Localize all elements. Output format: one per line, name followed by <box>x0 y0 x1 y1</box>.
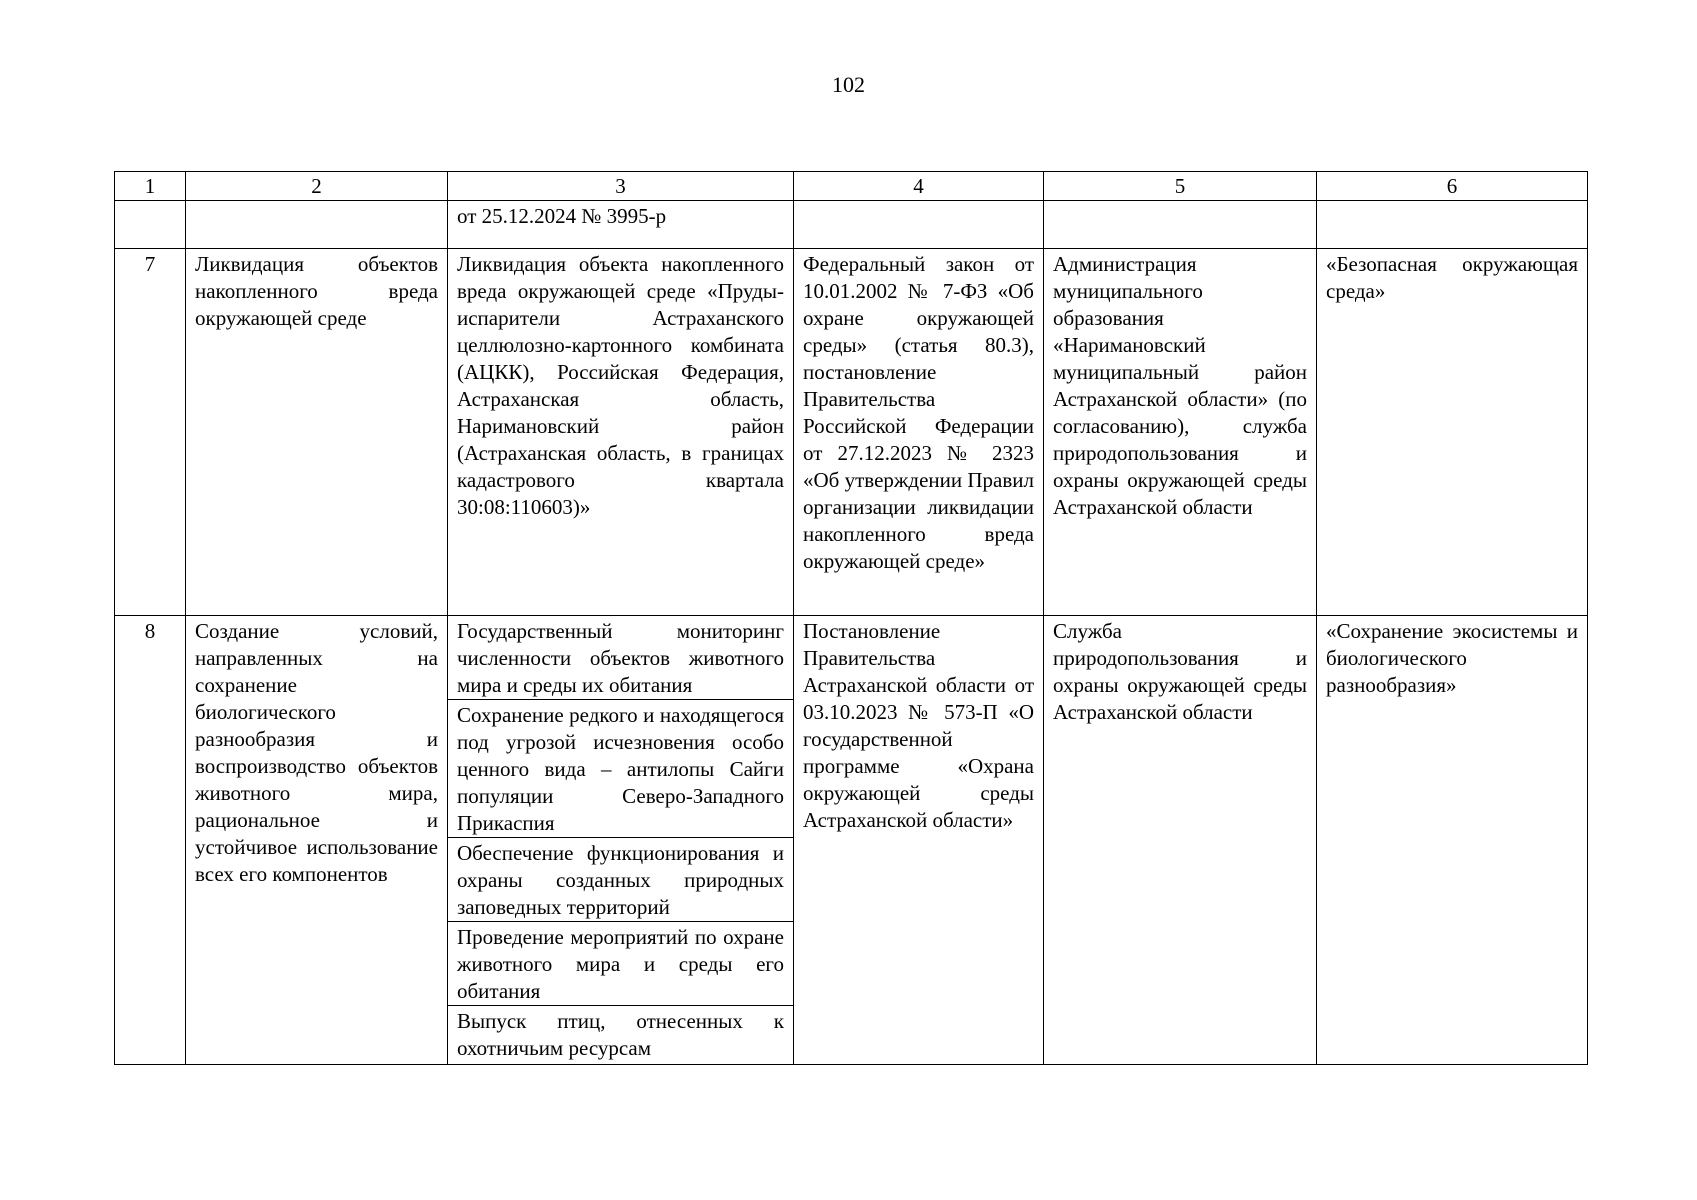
activity-item: Государственный мониторинг численности объектов животного мира и среды их обитания <box>457 619 784 697</box>
activity-cell: от 25.12.2024 № 3995-р <box>448 201 794 249</box>
header-cell: 1 <box>115 172 186 201</box>
responsible: Служба природопользования и охраны окружающей среды Астраханской области <box>1044 616 1317 1065</box>
activity-item: Обеспечение функционирования и охраны созданных природных заповедных территорий <box>448 837 793 921</box>
responsible: Администрация муниципального образования «Наримановский муниципальный район Астраханской области» (по согласованию), служба природопользования и охраны окружающей среды Астраханской области <box>1044 249 1317 616</box>
activity-item: Проведение мероприятий по охране животного мира и среды его обитания <box>448 921 793 1005</box>
header-cell: 6 <box>1317 172 1588 201</box>
table-row <box>115 249 1588 616</box>
measure-name: Создание условий, направленных на сохранение биологического разнообразия и воспроизводство объектов животного мира, рациональное и устойчивое использование всех его компонентов <box>186 616 448 1065</box>
activity-cell <box>448 616 794 1065</box>
measure-name <box>186 201 448 249</box>
responsible <box>1044 201 1317 249</box>
activity-cell: Ликвидация объекта накопленного вреда окружающей среде «Пруды-испарители Астраханского целлюлозно-картонного комбината (АЦКК), Российская Федерация, Астраханская область, Наримановский район (Астраханская область, в границах кадастрового квартала 30:08:110603)» <box>448 249 794 616</box>
row-number: 8 <box>115 616 186 1065</box>
legal-basis: Федеральный закон от 10.01.2002 № 7-ФЗ «Об охране окружающей среды» (статья 80.3), постановление Правительства Российской Федерации от 27.12.2023 № 2323 «Об утверждении Правил организации ликвидации накопленного вреда окружающей среде» <box>794 249 1044 616</box>
header-cell: 4 <box>794 172 1044 201</box>
page-number: 102 <box>832 72 865 97</box>
header-cell: 3 <box>448 172 794 201</box>
program <box>1317 201 1588 249</box>
row-number <box>115 201 186 249</box>
activity-item: Сохранение редкого и находящегося под угрозой исчезновения особо ценного вида – антилопы Сайги популяции Северо-Западного Прикаспия <box>448 699 793 837</box>
header-row <box>115 172 1588 201</box>
legal-basis <box>794 201 1044 249</box>
row-number: 7 <box>115 249 186 616</box>
table-row <box>115 201 1588 249</box>
document-table <box>114 171 1588 1065</box>
legal-basis: Постановление Правительства Астраханской области от 03.10.2023 № 573-П «О государственной программе «Охрана окружающей среды Астраханской области» <box>794 616 1044 1065</box>
program: «Безопасная окружающая среда» <box>1317 249 1588 616</box>
activity-item: Выпуск птиц, отнесенных к охотничьим ресурсам <box>448 1005 793 1062</box>
header-cell: 2 <box>186 172 448 201</box>
measure-name: Ликвидация объектов накопленного вреда окружающей среде <box>186 249 448 616</box>
table-row <box>115 616 1588 1065</box>
header-cell: 5 <box>1044 172 1317 201</box>
program: «Сохранение экосистемы и биологического разнообразия» <box>1317 616 1588 1065</box>
